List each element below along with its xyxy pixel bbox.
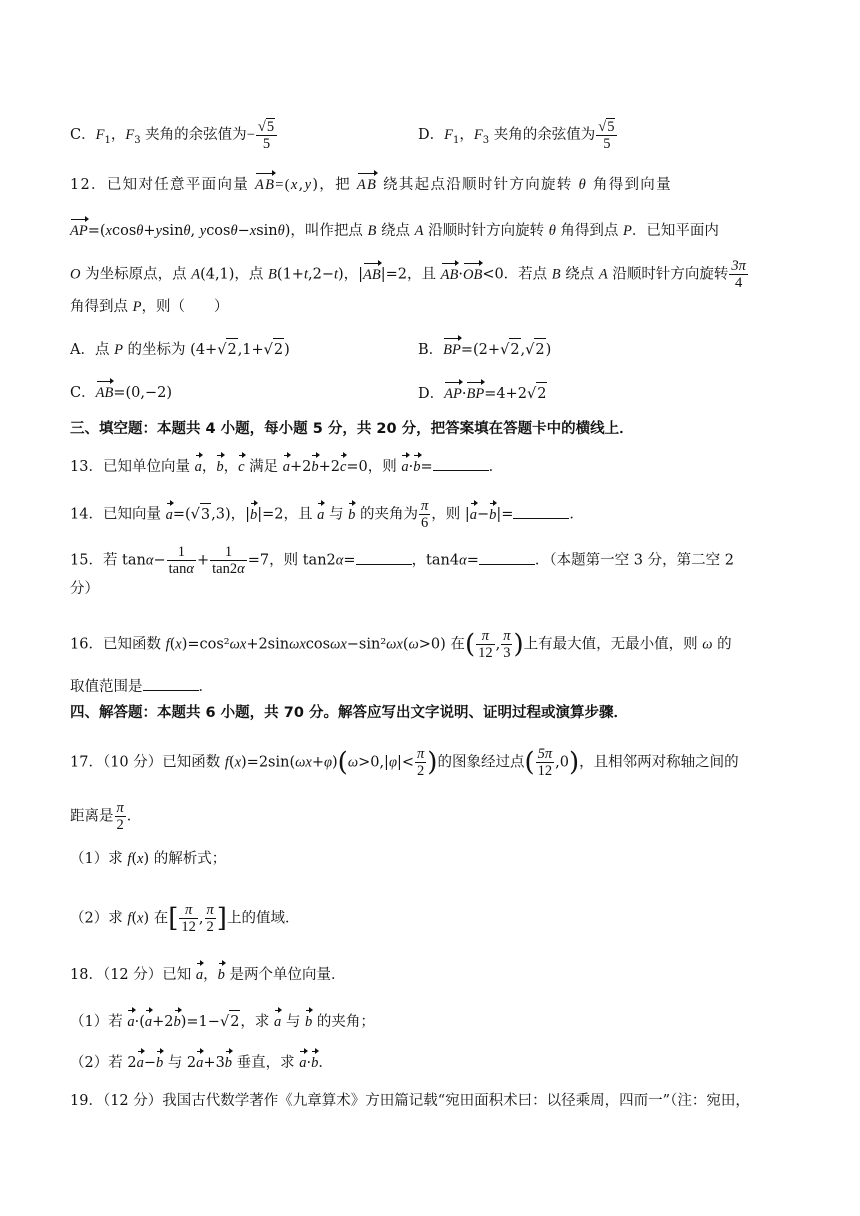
q11-option-d: D．$F_1$，$F_3$ 夹角的余弦值为 $\frac{√5}{5}$ bbox=[418, 118, 618, 152]
q14: 14．已知向量 a=(√3,3)，|b|=2，且 a 与 b 的夹角为 $\frac{\pi}{6}$ ，则 |a−b|= ． bbox=[70, 498, 584, 531]
q12-option-d: D．AP·BP=4+2√2 bbox=[418, 382, 547, 405]
q16-line1: 16．已知函数 f(x)=cos²ωx+2sinωxcosωx−sin²ωx(ω>0) 在( $\frac{\pi}{12}$ , $\frac{\pi}{3}$ )上有最大值，无最小值，则 ω 的 bbox=[70, 628, 732, 661]
q13: 13．已知单位向量 a，b，c 满足 a+2b+2c=0，则 a·b= ． bbox=[70, 456, 503, 478]
q16-line2: 取值范围是 ． bbox=[70, 676, 213, 698]
q15-line1: 15．若 tanα− $\frac{1}{\tan\alpha}$ + $\frac{1}{\tan 2\alpha}$ =7，则 tan2α= ，tan4α= ．（本题第一空 3 分，第二空 2 bbox=[70, 544, 734, 577]
q17-line2: 距离是 $\frac{\pi}{2}$ ． bbox=[70, 800, 142, 833]
q17-part1: （1）求 f(x) 的解析式； bbox=[70, 851, 227, 867]
q12-option-c: C．AB=(0,−2) bbox=[70, 382, 172, 404]
q19-line1: 19．（12 分）我国古代数学著作《九章算术》方田篇记载“宛田面积术曰：以径乘周，四而一”（注：宛田， bbox=[70, 1093, 750, 1109]
section-4-heading: 四、解答题：本题共 6 小题，共 70 分。解答应写出文字说明、证明过程或演算步骤． bbox=[70, 705, 628, 721]
q12-option-a: A．点 P 的坐标为 (4+√2,1+√2) bbox=[70, 338, 290, 361]
q12-line2: AP=(xcosθ+ysinθ, ycosθ−xsinθ)，叫作把点 B 绕点 A 沿顺时针方向旋转 θ 角得到点 P．已知平面内 bbox=[70, 220, 719, 242]
q11-option-c: C．$F_1$，$F_3$ 夹角的余弦值为− $\frac{√5}{5}$ bbox=[70, 118, 278, 152]
section-3-heading: 三、填空题：本题共 4 小题，每小题 5 分，共 20 分，把答案填在答题卡中的横线上． bbox=[70, 421, 634, 437]
q17-part2: （2）求 f(x) 在[ $\frac{\pi}{12}$ , $\frac{\pi}{2}$ ]上的值域． bbox=[70, 902, 300, 935]
q18-part1: （1）若 a·(a+2b)=1−√2，求 a 与 b 的夹角； bbox=[70, 1010, 375, 1033]
q12-line3: O 为坐标原点，点 A(4,1)，点 B(1+t,2−t)，|AB|=2，且 AB·OB<0．若点 B 绕点 A 沿顺时针方向旋转 $\frac{3\pi}{4}$ bbox=[70, 258, 746, 291]
q12-line1: 12．已知对任意平面向量 AB=(x,y)，把 AB 绕其起点沿顺时针方向旋转 θ 角得到向量 bbox=[70, 174, 672, 196]
q12-line4: 角得到点 P，则（ ） bbox=[70, 299, 229, 315]
q15-line2: 分） bbox=[70, 581, 99, 597]
q18-line1: 18．（12 分）已知 a，b 是两个单位向量． bbox=[70, 964, 345, 986]
q12-option-b: B．BP=(2+√2,√2) bbox=[418, 338, 551, 361]
q17-line1: 17．（10 分）已知函数 f(x)=2sin(ωx+φ)(ω>0,|φ|< $\frac{\pi}{2}$ )的图象经过点( $\frac{5\pi}{12}$ ,0)，且相邻两对称轴之间的 bbox=[70, 746, 739, 779]
q18-part2: （2）若 2a−b 与 2a+3b 垂直，求 a·b． bbox=[70, 1052, 333, 1074]
